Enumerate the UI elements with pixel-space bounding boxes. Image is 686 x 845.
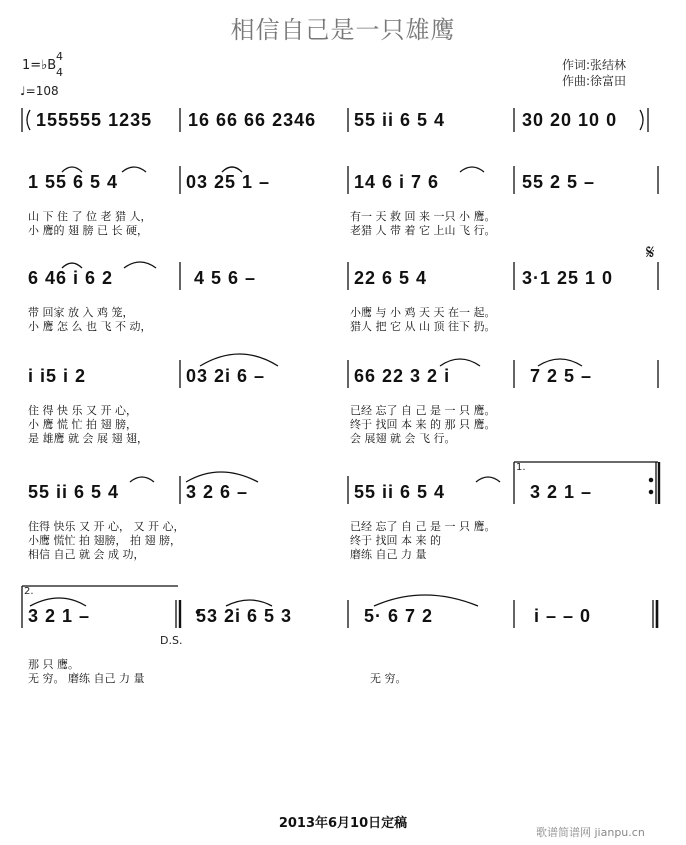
measure: 03 25 1 –	[186, 172, 271, 192]
time-signature-bottom: 4	[56, 66, 63, 79]
measure: 55 ii 6 5 4	[354, 482, 446, 502]
measure: 22 6 5 4	[354, 268, 428, 288]
key-signature: 1=♭B	[22, 58, 57, 73]
ds-marking: D.S.	[160, 634, 183, 647]
measure: 4 5 6 –	[194, 268, 257, 288]
lyric-line: 终于 找回 本 来 的	[350, 534, 441, 547]
volta-2: 2.	[24, 586, 34, 597]
lyric-line: 小鹰 与 小 鸡 天 天 在一 起。	[350, 306, 496, 319]
lyricist-credit: 作词:张结林	[562, 58, 627, 72]
lyric-line: 相信 自己 就 会 成 功，	[28, 548, 145, 561]
lyric-line: 会 展翅 就 会 飞 行。	[350, 432, 456, 445]
measure: 30 20 10 0	[522, 110, 618, 130]
time-signature-top: 4	[56, 50, 63, 63]
lyric-line: 无 穷。	[370, 672, 407, 685]
lyric-line: 小 鹰的 翅 膀 已 长 硬，	[28, 224, 148, 237]
lyric-line: 终于 找回 本 来 的 那 只 鹰。	[350, 418, 496, 431]
lyric-line: 已经 忘了 自 己 是 一 只 鹰。	[350, 404, 496, 417]
lyric-line: 小 鹰 慌 忙 拍 翅 膀，	[28, 418, 137, 431]
lyric-line: 无 穷。 磨练 自己 力 量	[28, 672, 145, 685]
measure: 14 6 i 7 6	[354, 172, 440, 192]
completion-date: 2013年6月10日定稿	[278, 816, 408, 831]
lyric-line: 猎人 把 它 从 山 顶 往下 扔。	[350, 320, 496, 333]
measure: 3 2 6 –	[186, 482, 249, 502]
segno-icon: 𝄋	[646, 240, 655, 264]
lyric-line: 带 回家 放 入 鸡 笼，	[28, 306, 134, 319]
lyric-line: 住得 快乐 又 开 心， 又 开 心，	[28, 520, 185, 533]
measure: 55 2 5 –	[522, 172, 596, 192]
measure: 16 66 66 2346	[188, 110, 317, 130]
measure: 3 2 1 –	[530, 482, 593, 502]
measure: 155555 1235	[36, 110, 153, 130]
measure: i – – 0	[534, 606, 592, 626]
lyric-line: 山 下 住 了 位 老 猎 人，	[28, 210, 152, 223]
measure: 3·1 25 1 0	[522, 268, 614, 288]
lyric-line: 已经 忘了 自 己 是 一 只 鹰。	[350, 520, 496, 533]
measure: 3 2 1 –	[28, 606, 91, 626]
composer-credit: 作曲:徐富田	[562, 74, 627, 88]
measure: 7 2 5 –	[530, 366, 593, 386]
measure: 55 ii 6 5 4	[28, 482, 120, 502]
lyric-line: 是 雄鹰 就 会 展 翅 翅，	[28, 432, 148, 445]
measure: 6 46 i 6 2	[28, 268, 114, 288]
lyric-line: 小鹰 慌忙 拍 翅膀， 拍 翅 膀，	[28, 534, 181, 547]
lyric-line: 老猎 人 带 着 它 上山 飞 行。	[350, 224, 496, 237]
song-title: 相信自己是一只雄鹰	[230, 16, 456, 44]
tempo-marking: ♩=108	[20, 84, 59, 98]
watermark: 歌谱简谱网 jianpu.cn	[536, 826, 645, 839]
lyric-line: 有一 天 救 回 来 一只 小 鹰。	[350, 210, 496, 223]
lyric-line: 住 得 快 乐 又 开 心，	[28, 404, 137, 417]
measure: 66 22 3 2 i	[354, 366, 451, 386]
lyric-line: 那 只 鹰。	[28, 658, 79, 671]
measure: i i5 i 2	[28, 366, 87, 386]
lyric-line: 小 鹰 怎 么 也 飞 不 动，	[28, 320, 152, 333]
volta-1: 1.	[516, 462, 526, 473]
measure: 1 55 6 5 4	[28, 172, 119, 192]
measure: 53 2i 6 5 3	[196, 606, 293, 626]
measure: 5· 6 7 2	[364, 606, 434, 626]
lyric-line: 磨练 自己 力 量	[350, 548, 427, 561]
measure: 55 ii 6 5 4	[354, 110, 446, 130]
measure: 03 2i 6 –	[186, 366, 266, 386]
